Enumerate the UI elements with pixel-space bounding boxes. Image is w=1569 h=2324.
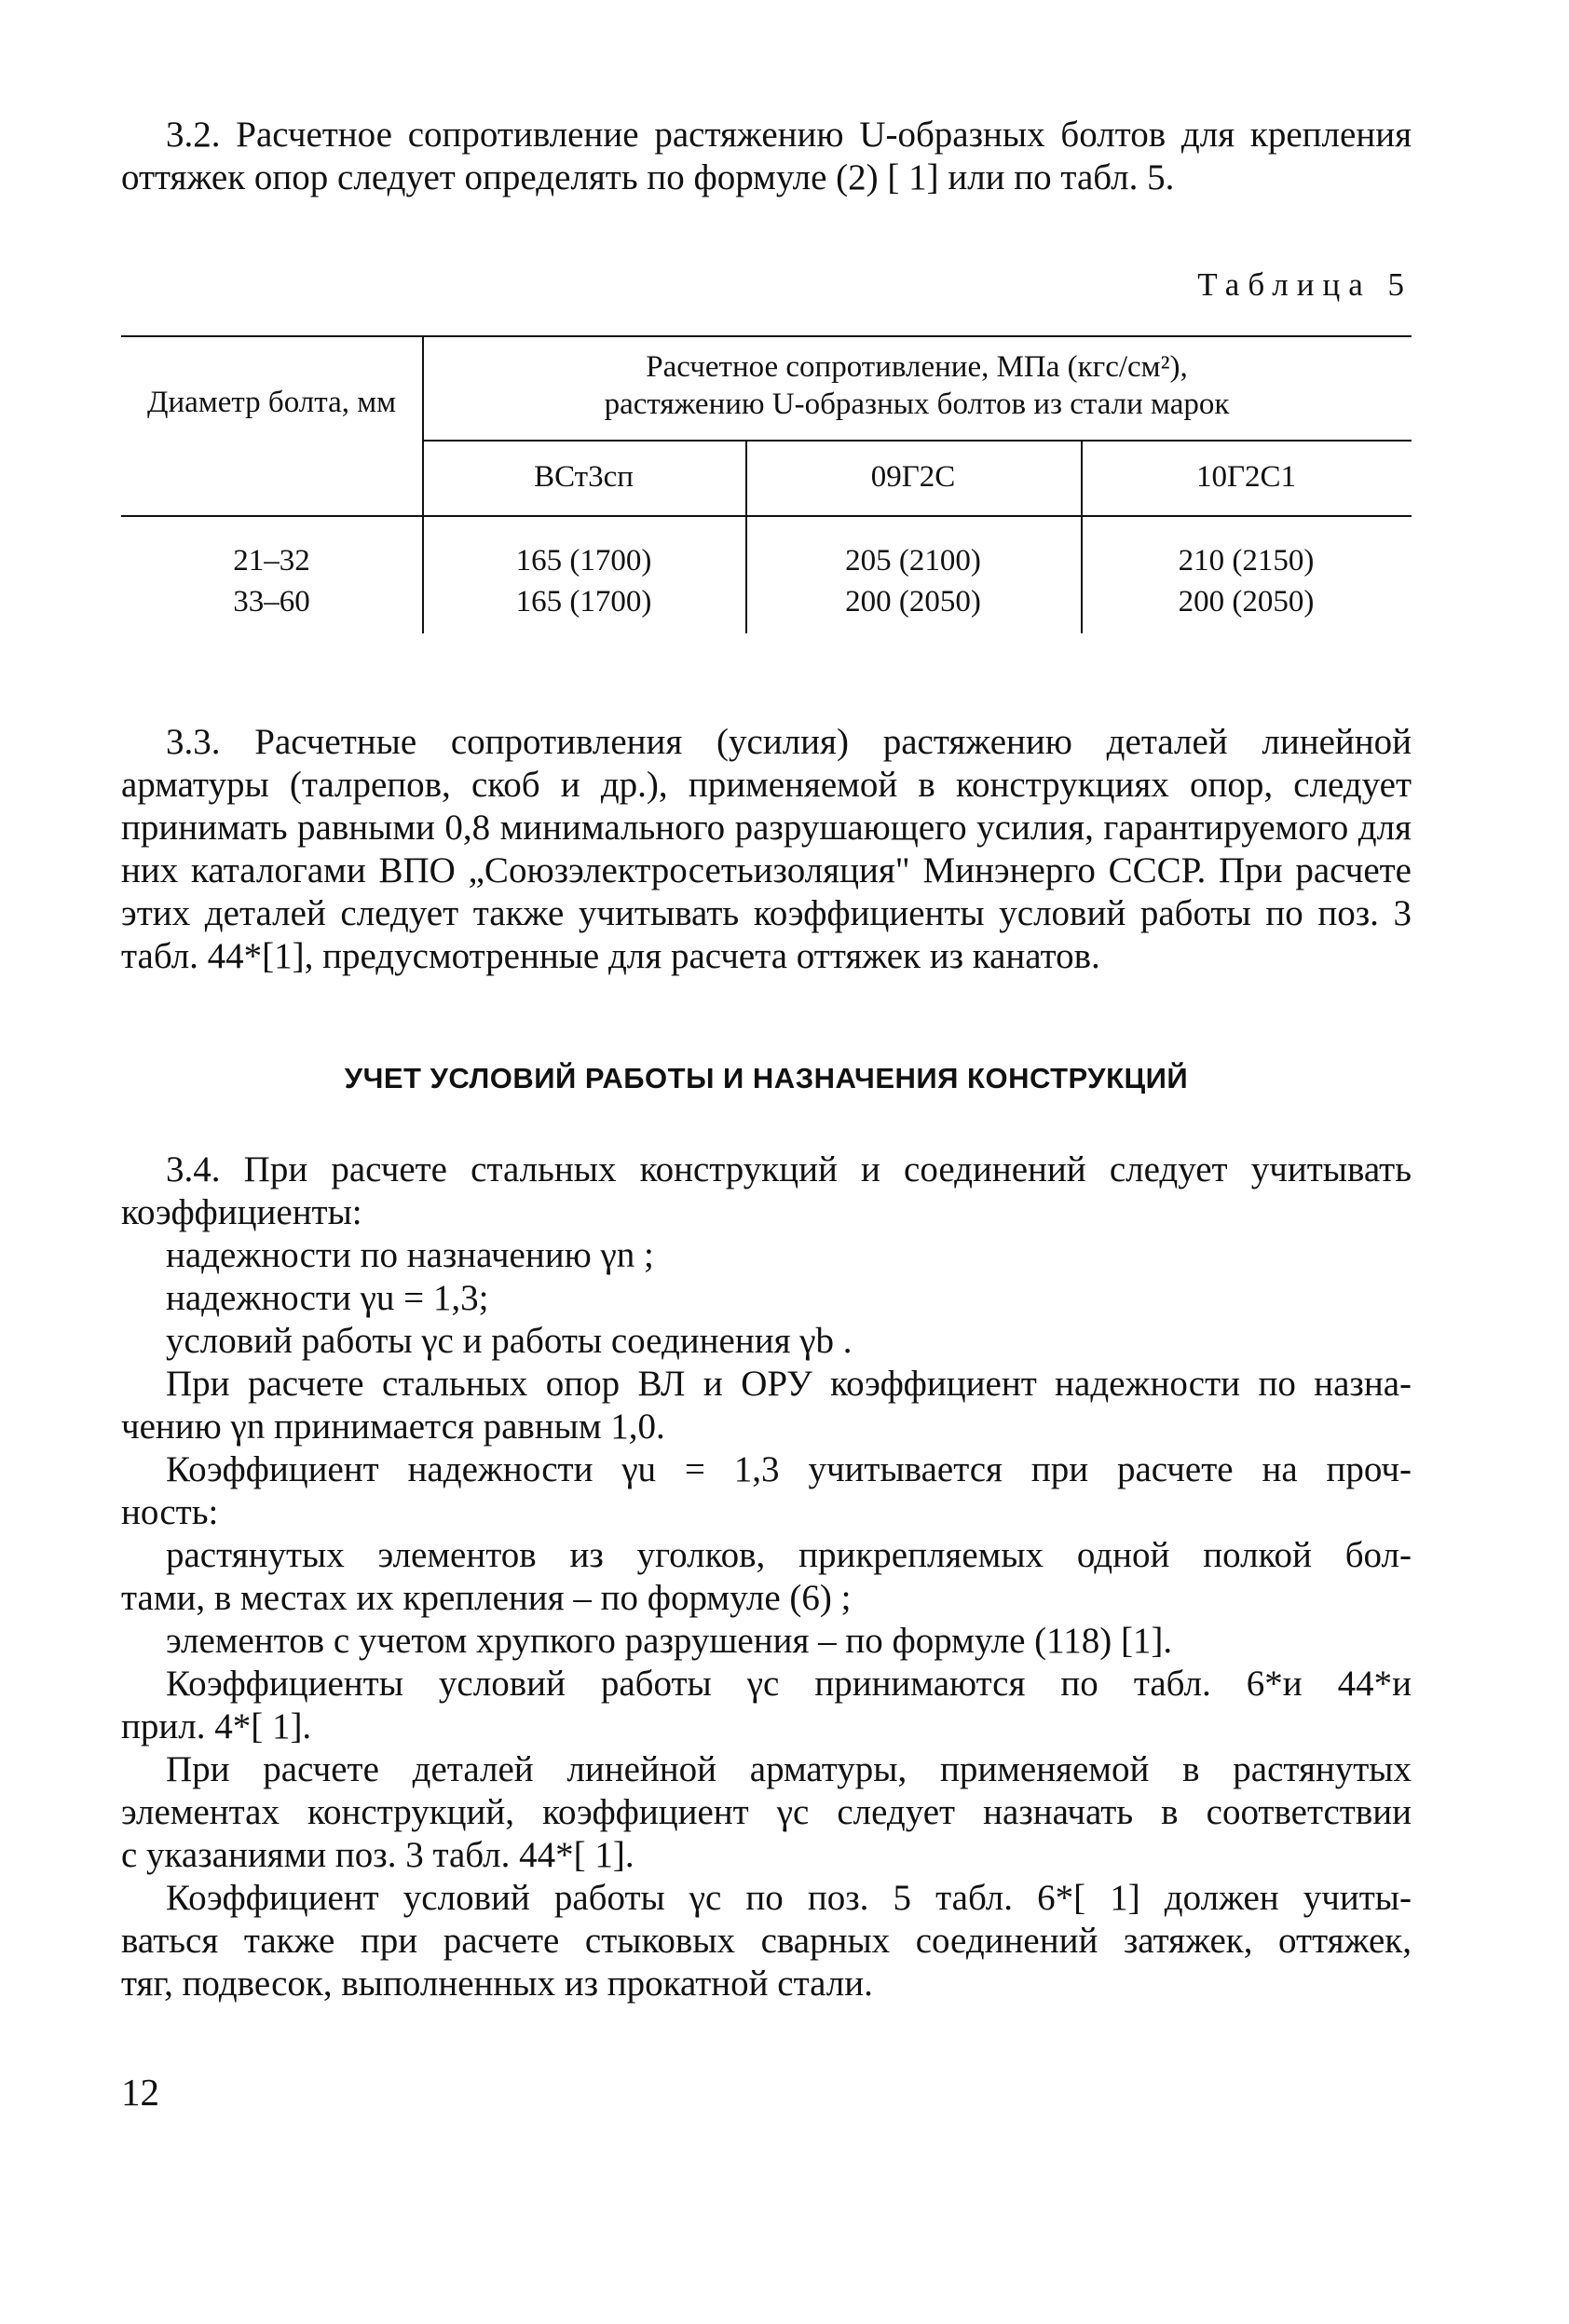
text-line: элементах конструкций, коэффициент γc следует назначать в соответствии xyxy=(121,1792,1412,1832)
text-line: Коэффициент условий работы γc по поз. 5 табл. 6*[ 1] должен учиты- xyxy=(166,1878,1412,1918)
text-line: элементов с учетом хрупкого разрушения – по формуле (118) [1]. xyxy=(166,1621,1173,1661)
text-line: коэффициенты: xyxy=(121,1192,362,1232)
paragraph-text: Расчетные сопротивления (усилия) растяжению деталей линейной арматуры (талрепов, скоб и др.), применяемой в конструкциях опор, следует принимать равными 0,8 минимального разрушающего усилия, гарантируемого для них каталогами ВПО „Союзэлектросетьизоляция" Минэнерго СССР. При расчете этих деталей следует также учитывать коэффициенты условий работы по поз. 3 табл. 44*[1], предусмотренные для расчета оттяжек из канатов. xyxy=(121,722,1412,976)
line-text: При расчете стальных конструкций и соединений следует учитывать xyxy=(243,1149,1412,1189)
row-value: 210 (2150) xyxy=(1178,544,1315,578)
text-line: надежности по назначению γn ; xyxy=(166,1235,654,1275)
paragraph-3-2 xyxy=(121,114,1412,199)
header-steel-3: 10Г2С1 xyxy=(1195,460,1297,494)
paragraph-3-3 xyxy=(121,721,1412,978)
text-line: тами, в местах их крепления – по формуле (6) ; xyxy=(121,1578,852,1618)
text-line: растянутых элементов из уголков, прикрепляемых одной полкой бол- xyxy=(166,1535,1412,1575)
row-diameter: 21–32 xyxy=(233,544,310,578)
paragraph-text: Расчетное сопротивление растяжению U-образных болтов для крепления оттяжек опор следует определять по формуле (2) [ 1] или по табл. 5. xyxy=(121,115,1412,197)
row-value: 205 (2100) xyxy=(845,544,981,578)
text-line: надежности γu = 1,3; xyxy=(166,1278,489,1318)
text-line: При расчете стальных опор ВЛ и ОРУ коэффициент надежности по назна- xyxy=(166,1364,1412,1404)
row-value: 200 (2050) xyxy=(845,585,981,618)
page-number: 12 xyxy=(121,2071,159,2113)
table-group-rule xyxy=(422,440,1412,442)
header-steel-2: 09Г2С xyxy=(870,460,956,494)
text-line: Коэффициент надежности γu = 1,3 учитывается при расчете на проч- xyxy=(166,1449,1412,1489)
text-line: Коэффициенты условий работы γc принимаются по табл. 6*и 44*и xyxy=(166,1664,1412,1704)
text-line: При расчете деталей линейной арматуры, применяемой в растянутых xyxy=(166,1749,1412,1789)
paragraph-number: 3.4. xyxy=(166,1149,221,1189)
header-diameter: Диаметр болта, мм xyxy=(147,386,396,419)
header-steel-1: ВСт3сп xyxy=(534,460,634,494)
table-header-rule xyxy=(121,515,1412,517)
paragraph-3-4 xyxy=(121,1148,1412,2005)
row-value: 200 (2050) xyxy=(1178,585,1315,618)
paragraph-number: 3.3. xyxy=(166,722,221,762)
row-value: 165 (1700) xyxy=(515,544,652,578)
text-line: прил. 4*[ 1]. xyxy=(121,1706,312,1746)
text-line: с указаниями поз. 3 табл. 44*[ 1]. xyxy=(121,1835,634,1875)
row-value: 165 (1700) xyxy=(515,585,652,618)
text-line xyxy=(121,1148,1412,1191)
text-line: ность: xyxy=(121,1492,219,1532)
text-line: чению γn принимается равным 1,0. xyxy=(121,1407,665,1447)
text-line: условий работы γc и работы соединения γb . xyxy=(166,1321,853,1361)
text-line: тяг, подвесок, выполненных из прокатной стали. xyxy=(121,1964,873,2004)
row-diameter: 33–60 xyxy=(233,585,310,618)
table-top-rule xyxy=(121,335,1412,337)
table-caption: Таблица 5 xyxy=(1197,266,1412,303)
header-group-line2: растяжению U-образных болтов из стали марок xyxy=(604,387,1230,421)
header-group-line1: Расчетное сопротивление, МПа (кгс/см²), xyxy=(646,350,1188,384)
table-5 xyxy=(121,335,1412,633)
paragraph-number: 3.2. xyxy=(166,115,221,155)
section-heading: УЧЕТ УСЛОВИЙ РАБОТЫ И НАЗНАЧЕНИЯ КОНСТРУКЦИЙ xyxy=(344,1062,1189,1094)
text-line: ваться также при расчете стыковых сварных соединений затяжек, оттяжек, xyxy=(121,1921,1412,1961)
